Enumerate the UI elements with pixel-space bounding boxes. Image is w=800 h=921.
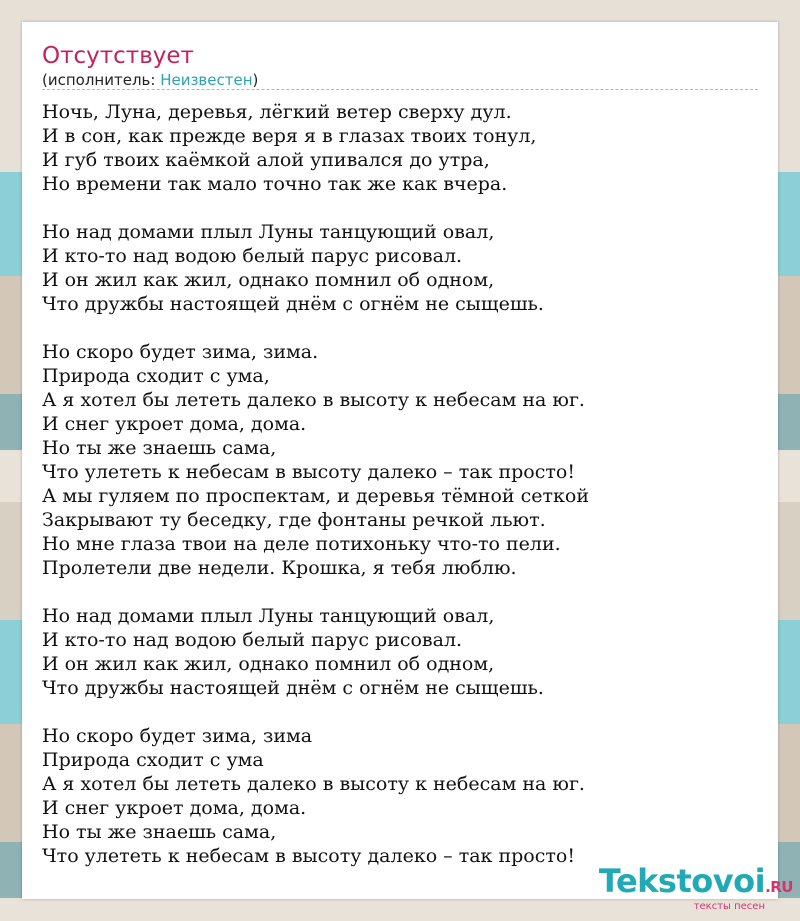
site-logo[interactable] bbox=[598, 862, 793, 913]
logo-tagline: тексты песен bbox=[693, 901, 765, 912]
lyric-line: Но над домами плыл Луны танцующий овал, bbox=[42, 221, 495, 243]
lyric-line: И кто-то над водою белый парус рисовал. bbox=[42, 629, 463, 651]
stanza bbox=[42, 100, 589, 196]
lyric-line: Но ты же знаешь сама, bbox=[42, 437, 277, 459]
stanza bbox=[42, 340, 589, 580]
lyrics-body bbox=[42, 100, 589, 892]
lyric-line: И снег укроет дома, дома. bbox=[42, 413, 307, 435]
lyric-line: И губ твоих каёмкой алой упивался до утра, bbox=[42, 149, 490, 171]
stanza bbox=[42, 724, 589, 868]
lyric-line: И кто-то над водою белый парус рисовал. bbox=[42, 245, 463, 267]
lyric-line: И он жил как жил, однако помнил об одном, bbox=[42, 269, 495, 291]
lyric-line: Закрывают ту беседку, где фонтаны речкой льют. bbox=[42, 509, 546, 531]
lyric-line: Но скоро будет зима, зима. bbox=[42, 341, 319, 363]
logo-name: Tekstovoi bbox=[598, 862, 766, 900]
stanza bbox=[42, 220, 589, 316]
lyric-line: Ночь, Луна, деревья, лёгкий ветер сверху дул. bbox=[42, 101, 512, 123]
lyric-line: Но мне глаза твои на деле потихоньку что-то пели. bbox=[42, 533, 561, 555]
lyric-line: А мы гуляем по проспектам, и деревья тёмной сеткой bbox=[42, 485, 589, 507]
stanza bbox=[42, 604, 589, 700]
lyric-line: И он жил как жил, однако помнил об одном, bbox=[42, 653, 495, 675]
artist-suffix: ) bbox=[252, 71, 259, 89]
lyric-line: Природа сходит с ума, bbox=[42, 365, 270, 387]
lyric-line: Но скоро будет зима, зима bbox=[42, 725, 313, 747]
lyric-line: Но ты же знаешь сама, bbox=[42, 821, 277, 843]
lyric-line: Но над домами плыл Луны танцующий овал, bbox=[42, 605, 495, 627]
lyric-line: Пролетели две недели. Крошка, я тебя люблю. bbox=[42, 557, 517, 579]
lyric-line: Что улететь к небесам в высоту далеко – так просто! bbox=[42, 461, 575, 483]
lyric-line: Что дружбы настоящей днём с огнём не сыщешь. bbox=[42, 293, 544, 315]
lyric-line: Что улететь к небесам в высоту далеко – так просто! bbox=[42, 845, 575, 867]
lyric-line: Что дружбы настоящей днём с огнём не сыщешь. bbox=[42, 677, 544, 699]
lyric-line: А я хотел бы лететь далеко в высоту к небесам на юг. bbox=[42, 773, 585, 795]
lyric-line: Природа сходит с ума bbox=[42, 749, 264, 771]
artist-line bbox=[42, 71, 258, 89]
artist-link[interactable]: Неизвестен bbox=[160, 71, 253, 89]
lyric-line: И снег укроет дома, дома. bbox=[42, 797, 307, 819]
lyric-line: А я хотел бы лететь далеко в высоту к небесам на юг. bbox=[42, 389, 585, 411]
lyric-line: Но времени так мало точно так же как вчера. bbox=[42, 173, 508, 195]
logo-tld: .RU bbox=[765, 878, 793, 896]
lyrics-card bbox=[22, 22, 778, 899]
artist-prefix: (исполнитель: bbox=[42, 71, 161, 89]
lyric-line: И в сон, как прежде веря я в глазах твоих тонул, bbox=[42, 125, 537, 147]
divider bbox=[42, 89, 758, 90]
song-title: Отсутствует bbox=[42, 43, 194, 69]
logo-wordmark bbox=[598, 862, 793, 903]
